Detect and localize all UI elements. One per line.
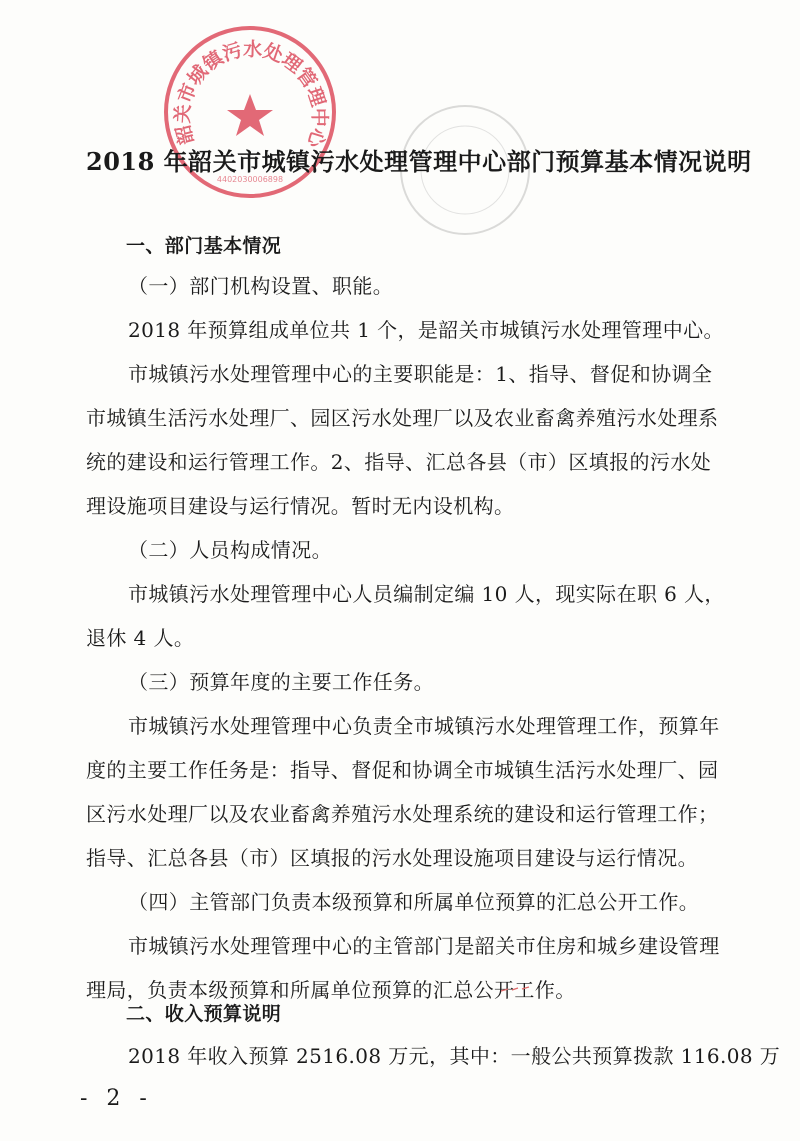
document-title: 2018 年韶关市城镇污水处理管理中心部门预算基本情况说明: [86, 147, 752, 176]
red-ink-mark: [500, 985, 530, 993]
seal-ring-text: 韶关市城镇污水处理管理中心: [171, 38, 331, 151]
paragraph-units: 2018 年预算组成单位共 1 个，是韶关市城镇污水处理管理中心。: [128, 318, 724, 342]
paragraph-line: 市城镇污水处理管理中心负责全市城镇污水处理管理工作，预算年: [128, 714, 720, 738]
subheading-2: （二）人员构成情况。: [128, 538, 332, 562]
seal-star-icon: [227, 94, 273, 136]
seal-code: 4402030006898: [216, 175, 284, 184]
paragraph-line: 区污水处理厂以及农业畜禽养殖污水处理系统的建设和运行管理工作；: [86, 802, 719, 826]
subheading-4: （四）主管部门负责本级预算和所属单位预算的汇总公开工作。: [128, 890, 700, 914]
paragraph-line: 度的主要工作任务是：指导、督促和协调全市城镇生活污水处理厂、园: [86, 758, 719, 782]
subheading-3: （三）预算年度的主要工作任务。: [128, 670, 434, 694]
paragraph-income: 2018 年收入预算 2516.08 万元，其中：一般公共预算拨款 116.08 万: [128, 1044, 781, 1068]
section-heading-1: 一、部门基本情况: [126, 235, 282, 257]
page-number: - 2 -: [80, 1086, 153, 1111]
section-heading-2: 二、收入预算说明: [126, 1003, 282, 1025]
paragraph-line: 市城镇生活污水处理厂、园区污水处理厂以及农业畜禽养殖污水处理系: [86, 406, 719, 430]
paragraph-line: 市城镇污水处理管理中心的主管部门是韶关市住房和城乡建设管理: [128, 934, 720, 958]
paragraph-line: 市城镇污水处理管理中心人员编制定编 10 人，现实际在职 6 人，: [128, 582, 725, 606]
paragraph-line: 理局，负责本级预算和所属单位预算的汇总公开工作。: [86, 978, 576, 1002]
paragraph-line: 理设施项目建设与运行情况。暂时无内设机构。: [86, 494, 515, 518]
paragraph-line: 退休 4 人。: [86, 626, 195, 650]
subheading-1: （一）部门机构设置、职能。: [128, 274, 394, 298]
paragraph-line: 市城镇污水处理管理中心的主要职能是：1、指导、督促和协调全: [128, 362, 713, 386]
paragraph-line: 指导、汇总各县（市）区填报的污水处理设施项目建设与运行情况。: [86, 846, 698, 870]
svg-text:韶关市城镇污水处理管理中心: [171, 38, 331, 152]
paragraph-line: 统的建设和运行管理工作。2、指导、汇总各县（市）区填报的污水处: [86, 450, 712, 474]
